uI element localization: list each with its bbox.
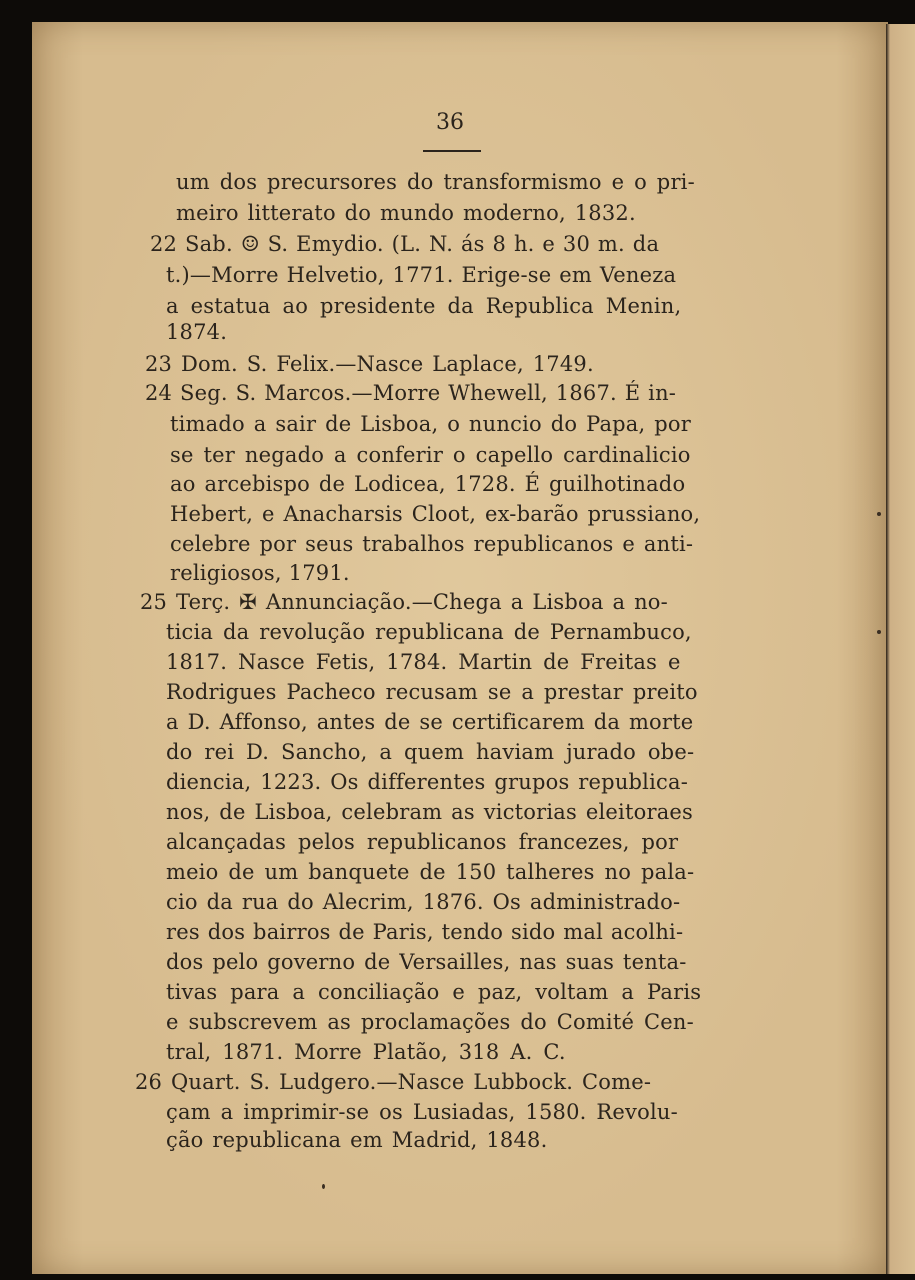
text-line: cio da rua do Alecrim, 1876. Os administrado-	[166, 890, 681, 914]
text-line: çam a imprimir-se os Lusiadas, 1580. Revolu-	[166, 1100, 678, 1124]
text-line: e subscrevem as proclamações do Comité Cen-	[166, 1010, 694, 1034]
text-line: res dos bairros de Paris, tendo sido mal acolhi-	[166, 920, 684, 944]
ink-speck	[877, 512, 881, 516]
text-line: diencia, 1223. Os differentes grupos republica-	[166, 770, 688, 794]
text-line: meiro litterato do mundo moderno, 1832.	[176, 201, 636, 225]
text-line: 24 Seg. S. Marcos.—Morre Whewell, 1867. É in-	[145, 381, 677, 405]
text-line: do rei D. Sancho, a quem haviam jurado obe-	[166, 740, 695, 764]
text-line: dos pelo governo de Versailles, nas suas tenta-	[166, 950, 687, 974]
text-line: a estatua ao presidente da Republica Menin,	[166, 294, 682, 318]
text-line: tral, 1871. Morre Platão, 318 A. C.	[166, 1040, 566, 1064]
text-line: se ter negado a conferir o capello cardinalicio	[170, 443, 691, 467]
text-line: celebre por seus trabalhos republicanos e anti-	[170, 532, 694, 556]
text-line: tivas para a conciliação e paz, voltam a Paris	[166, 980, 702, 1004]
text-line: a D. Affonso, antes de se certificarem da morte	[166, 710, 694, 734]
text-line: 1817. Nasce Fetis, 1784. Martin de Freitas e	[166, 650, 681, 674]
text-line: ao arcebispo de Lodicea, 1728. É guilhotinado	[170, 472, 686, 496]
text-line: 25 Terç. ✠ Annunciação.—Chega a Lisboa a no-	[140, 590, 668, 614]
text-line: religiosos, 1791.	[170, 561, 350, 585]
text-line: Rodrigues Pacheco recusam se a prestar preito	[166, 680, 698, 704]
ink-speck	[322, 1184, 325, 1189]
text-line: ção republicana em Madrid, 1848.	[166, 1128, 548, 1152]
text-line: timado a sair de Lisboa, o nuncio do Papa, por	[170, 412, 692, 436]
text-line: t.)—Morre Helvetio, 1771. Erige-se em Veneza	[166, 263, 677, 287]
text-line: 23 Dom. S. Felix.—Nasce Laplace, 1749.	[145, 352, 594, 376]
text-line: 22 Sab. ☺ S. Emydio. (L. N. ás 8 h. e 30 m. da	[150, 232, 660, 256]
text-line: alcançadas pelos republicanos francezes, por	[166, 830, 679, 854]
text-line: nos, de Lisboa, celebram as victorias eleitoraes	[166, 800, 694, 824]
text-line: um dos precursores do transformismo e o pri-	[176, 170, 695, 194]
text-line: ticia da revolução republicana de Pernambuco,	[166, 620, 692, 644]
text-line: Hebert, e Anacharsis Cloot, ex-barão prussiano,	[170, 502, 701, 526]
text-line: 1874.	[166, 320, 228, 344]
ink-speck	[877, 630, 881, 634]
text-line: meio de um banquete de 150 talheres no pala-	[166, 860, 695, 884]
text-line: 26 Quart. S. Ludgero.—Nasce Lubbock. Come-	[135, 1070, 652, 1094]
page-number: 36	[436, 110, 464, 135]
